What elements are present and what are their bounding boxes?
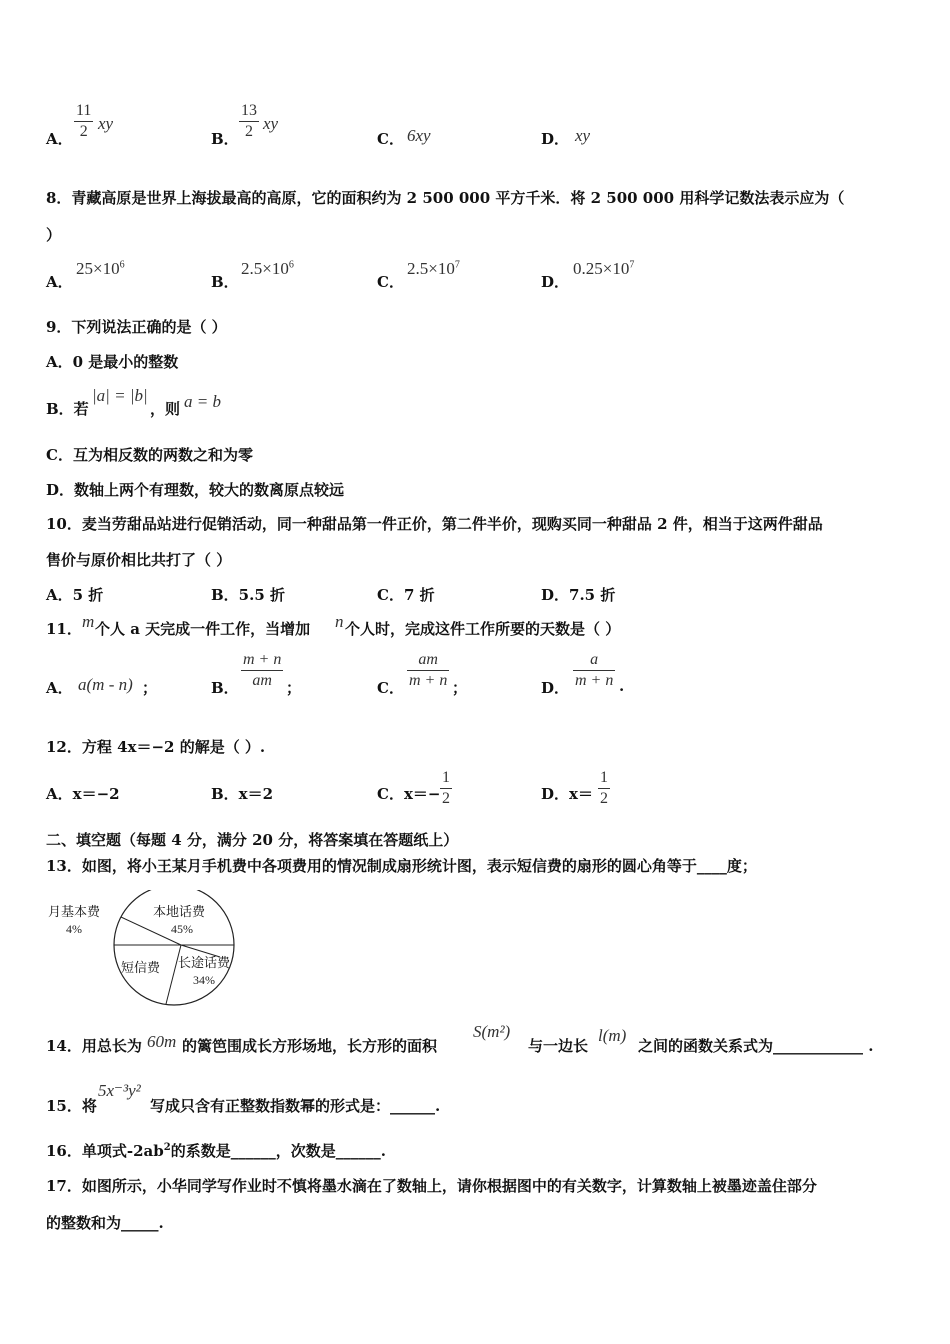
fraction-bar — [573, 670, 615, 671]
q11-option-c-fraction — [407, 651, 449, 690]
pie-label-sms: 短信费 — [121, 961, 161, 976]
q11-option-c-end: ； — [452, 679, 468, 697]
q7-option-b-fraction — [239, 102, 259, 141]
q9-option-b-math2: a = b — [184, 392, 221, 411]
fraction-denominator: 2 — [245, 123, 253, 140]
q12-option-a: A．x＝−2 — [46, 785, 120, 803]
q8-option-d-label: D． — [541, 273, 570, 291]
fraction-numerator: am — [418, 651, 438, 668]
q11-stem-post: 个人时，完成这件工作所要的天数是（ ） — [345, 620, 621, 638]
q9-option-a: A．0 是最小的整数 — [46, 353, 179, 371]
q7-option-a-tail: xy — [98, 114, 114, 133]
sci-exponent: 6 — [288, 259, 294, 271]
q7-option-c-expr: 6xy — [407, 126, 431, 145]
q11-option-c-label: C． — [377, 679, 404, 697]
q8-option-b-expr — [241, 259, 294, 279]
q17-line2: 的整数和为_____. — [46, 1214, 164, 1232]
q11-option-a-end: ； — [142, 679, 158, 697]
fraction-denominator: 2 — [442, 790, 450, 807]
pie-label-basic: 月基本费 — [48, 905, 101, 920]
q8-option-b-label: B． — [211, 273, 239, 291]
sci-base: 2.5×10 — [241, 259, 289, 278]
fraction-bar — [74, 121, 93, 122]
q8-option-d-expr — [573, 259, 634, 279]
q12-option-c-fraction — [440, 769, 452, 808]
q7-option-b-tail: xy — [263, 114, 279, 133]
pie-pct-longdistance: 34% — [193, 973, 215, 987]
q14-side-var: l(m) — [598, 1026, 627, 1045]
q15-prefix: 15．将 — [46, 1097, 97, 1115]
q9-option-d: D．数轴上两个有理数，较大的数离原点较远 — [46, 481, 345, 499]
section-title: 二、填空题（每题 4 分，满分 20 分，将答案填在答题纸上） — [46, 831, 459, 849]
q11-option-a-expr: a(m - n) — [78, 675, 133, 694]
q7-option-a-label: A． — [46, 130, 73, 148]
q8-option-c-expr — [407, 259, 460, 279]
q10-stem-line2: 售价与原价相比共打了（ ） — [46, 551, 232, 569]
q11-stem-mid: 个人 a 天完成一件工作，当增加 — [95, 620, 311, 638]
sci-base: 2.5×10 — [407, 259, 455, 278]
q12-option-d-fraction — [598, 769, 610, 808]
q12-option-c-prefix: C．x＝− — [377, 785, 441, 803]
q11-option-d-label: D． — [541, 679, 570, 697]
fraction-denominator: am — [252, 672, 272, 689]
fraction-bar — [407, 670, 449, 671]
fraction-numerator: m + n — [243, 651, 282, 668]
q9-stem: 9．下列说法正确的是（ ） — [46, 318, 227, 336]
q16 — [46, 1140, 386, 1161]
q9-option-c: C．互为相反数的两数之和为零 — [46, 446, 253, 464]
q7-option-d-expr: xy — [575, 126, 591, 145]
sci-exponent: 7 — [454, 259, 460, 271]
fraction-numerator: a — [590, 651, 599, 668]
q11-stem-prefix: 11． — [46, 620, 82, 638]
q11-var-n: n — [335, 612, 344, 631]
q14-mid2: 与一边长 — [528, 1037, 589, 1055]
fraction-numerator: 13 — [241, 102, 257, 119]
q14-prefix: 14．用总长为 — [46, 1037, 142, 1055]
fraction-numerator: 1 — [600, 769, 608, 786]
q11-var-m: m — [82, 612, 95, 631]
q12-option-d-prefix: D．x＝ — [541, 785, 593, 803]
q9-option-b-math1: |a| = |b| — [92, 386, 148, 405]
q10-option-c: C．7 折 — [377, 586, 435, 604]
q11-option-b-end: ； — [286, 679, 302, 697]
pie-pct-basic: 4% — [66, 922, 82, 936]
q11-option-d-fraction — [573, 651, 615, 690]
fraction-numerator: 11 — [76, 102, 92, 119]
q7-option-a-fraction — [74, 102, 93, 141]
q14-length: 60m — [147, 1032, 177, 1051]
q12-option-b: B．x＝2 — [211, 785, 274, 803]
fraction-bar — [241, 670, 283, 671]
q14-area-var: S(m²) — [473, 1022, 511, 1041]
q16-post: 的系数是______，次数是______. — [170, 1142, 386, 1160]
q10-option-b: B．5.5 折 — [211, 586, 285, 604]
fraction-bar — [598, 788, 610, 789]
q10-option-d: D．7.5 折 — [541, 586, 616, 604]
pie-label-longdistance: 长途话费 — [178, 956, 231, 971]
fraction-numerator: 1 — [442, 769, 450, 786]
q7-option-c-label: C． — [377, 130, 404, 148]
q9-option-b-prefix: B．若 — [46, 400, 89, 418]
fraction-denominator: 2 — [79, 123, 88, 140]
q12-stem: 12．方程 4x＝−2 的解是（ ）. — [46, 738, 266, 756]
fraction-bar — [440, 788, 452, 789]
fraction-denominator: m + n — [409, 672, 448, 689]
q16-prefix: 16．单项式-2ab — [46, 1142, 164, 1160]
q13-stem: 13．如图，将小王某月手机费中各项费用的情况制成扇形统计图，表示短信费的扇形的圆心角等于____度； — [46, 857, 757, 875]
q8-stem-line1: 8．青藏高原是世界上海拔最高的高原，它的面积约为 2 500 000 平方千米．将 2 500 000 用科学记数法表示应为（ — [46, 189, 845, 207]
q7-option-d-label: D． — [541, 130, 570, 148]
q10-option-a: A．5 折 — [46, 586, 104, 604]
pie-pct-local: 45% — [171, 922, 193, 936]
pie-label-local: 本地话费 — [153, 905, 206, 920]
q10-stem-line1: 10．麦当劳甜品站进行促销活动，同一种甜品第一件正价，第二件半价，现购买同一种甜品 2 件，相当于这两件甜品 — [46, 515, 823, 533]
q8-option-a-label: A． — [46, 273, 73, 291]
q9-option-b-mid: ，则 — [150, 400, 181, 418]
q15-post: 写成只含有正整数指数幂的形式是：______. — [150, 1097, 441, 1115]
pie-divider-sms — [166, 945, 181, 1004]
q14-mid1: 的篱笆围成长方形场地，长方形的面积 — [182, 1037, 438, 1055]
q16-exponent: 2 — [163, 1142, 171, 1153]
q14-post: 之间的函数关系式为____________ . — [638, 1037, 874, 1055]
q11-option-b-label: B． — [211, 679, 239, 697]
q11-option-a-label: A． — [46, 679, 73, 697]
sci-exponent: 6 — [119, 259, 125, 271]
q8-stem-line2: ） — [46, 226, 62, 244]
q11-option-b-fraction — [241, 651, 283, 690]
q13-pie-chart — [40, 890, 250, 1015]
fraction-denominator: 2 — [600, 790, 608, 807]
sci-exponent: 7 — [629, 259, 635, 271]
fraction-denominator: m + n — [575, 672, 614, 689]
q11-option-d-end: . — [619, 677, 625, 695]
q7-option-b-label: B． — [211, 130, 239, 148]
q8-option-a-expr — [76, 259, 125, 279]
sci-base: 0.25×10 — [573, 259, 630, 278]
sci-base: 25×10 — [76, 259, 120, 278]
fraction-bar — [239, 121, 259, 122]
q15-expr: 5x⁻³y² — [98, 1081, 141, 1100]
q8-option-c-label: C． — [377, 273, 404, 291]
q17-line1: 17．如图所示，小华同学写作业时不慎将墨水滴在了数轴上，请你根据图中的有关数字，计算数轴上被墨迹盖住部分 — [46, 1177, 817, 1195]
